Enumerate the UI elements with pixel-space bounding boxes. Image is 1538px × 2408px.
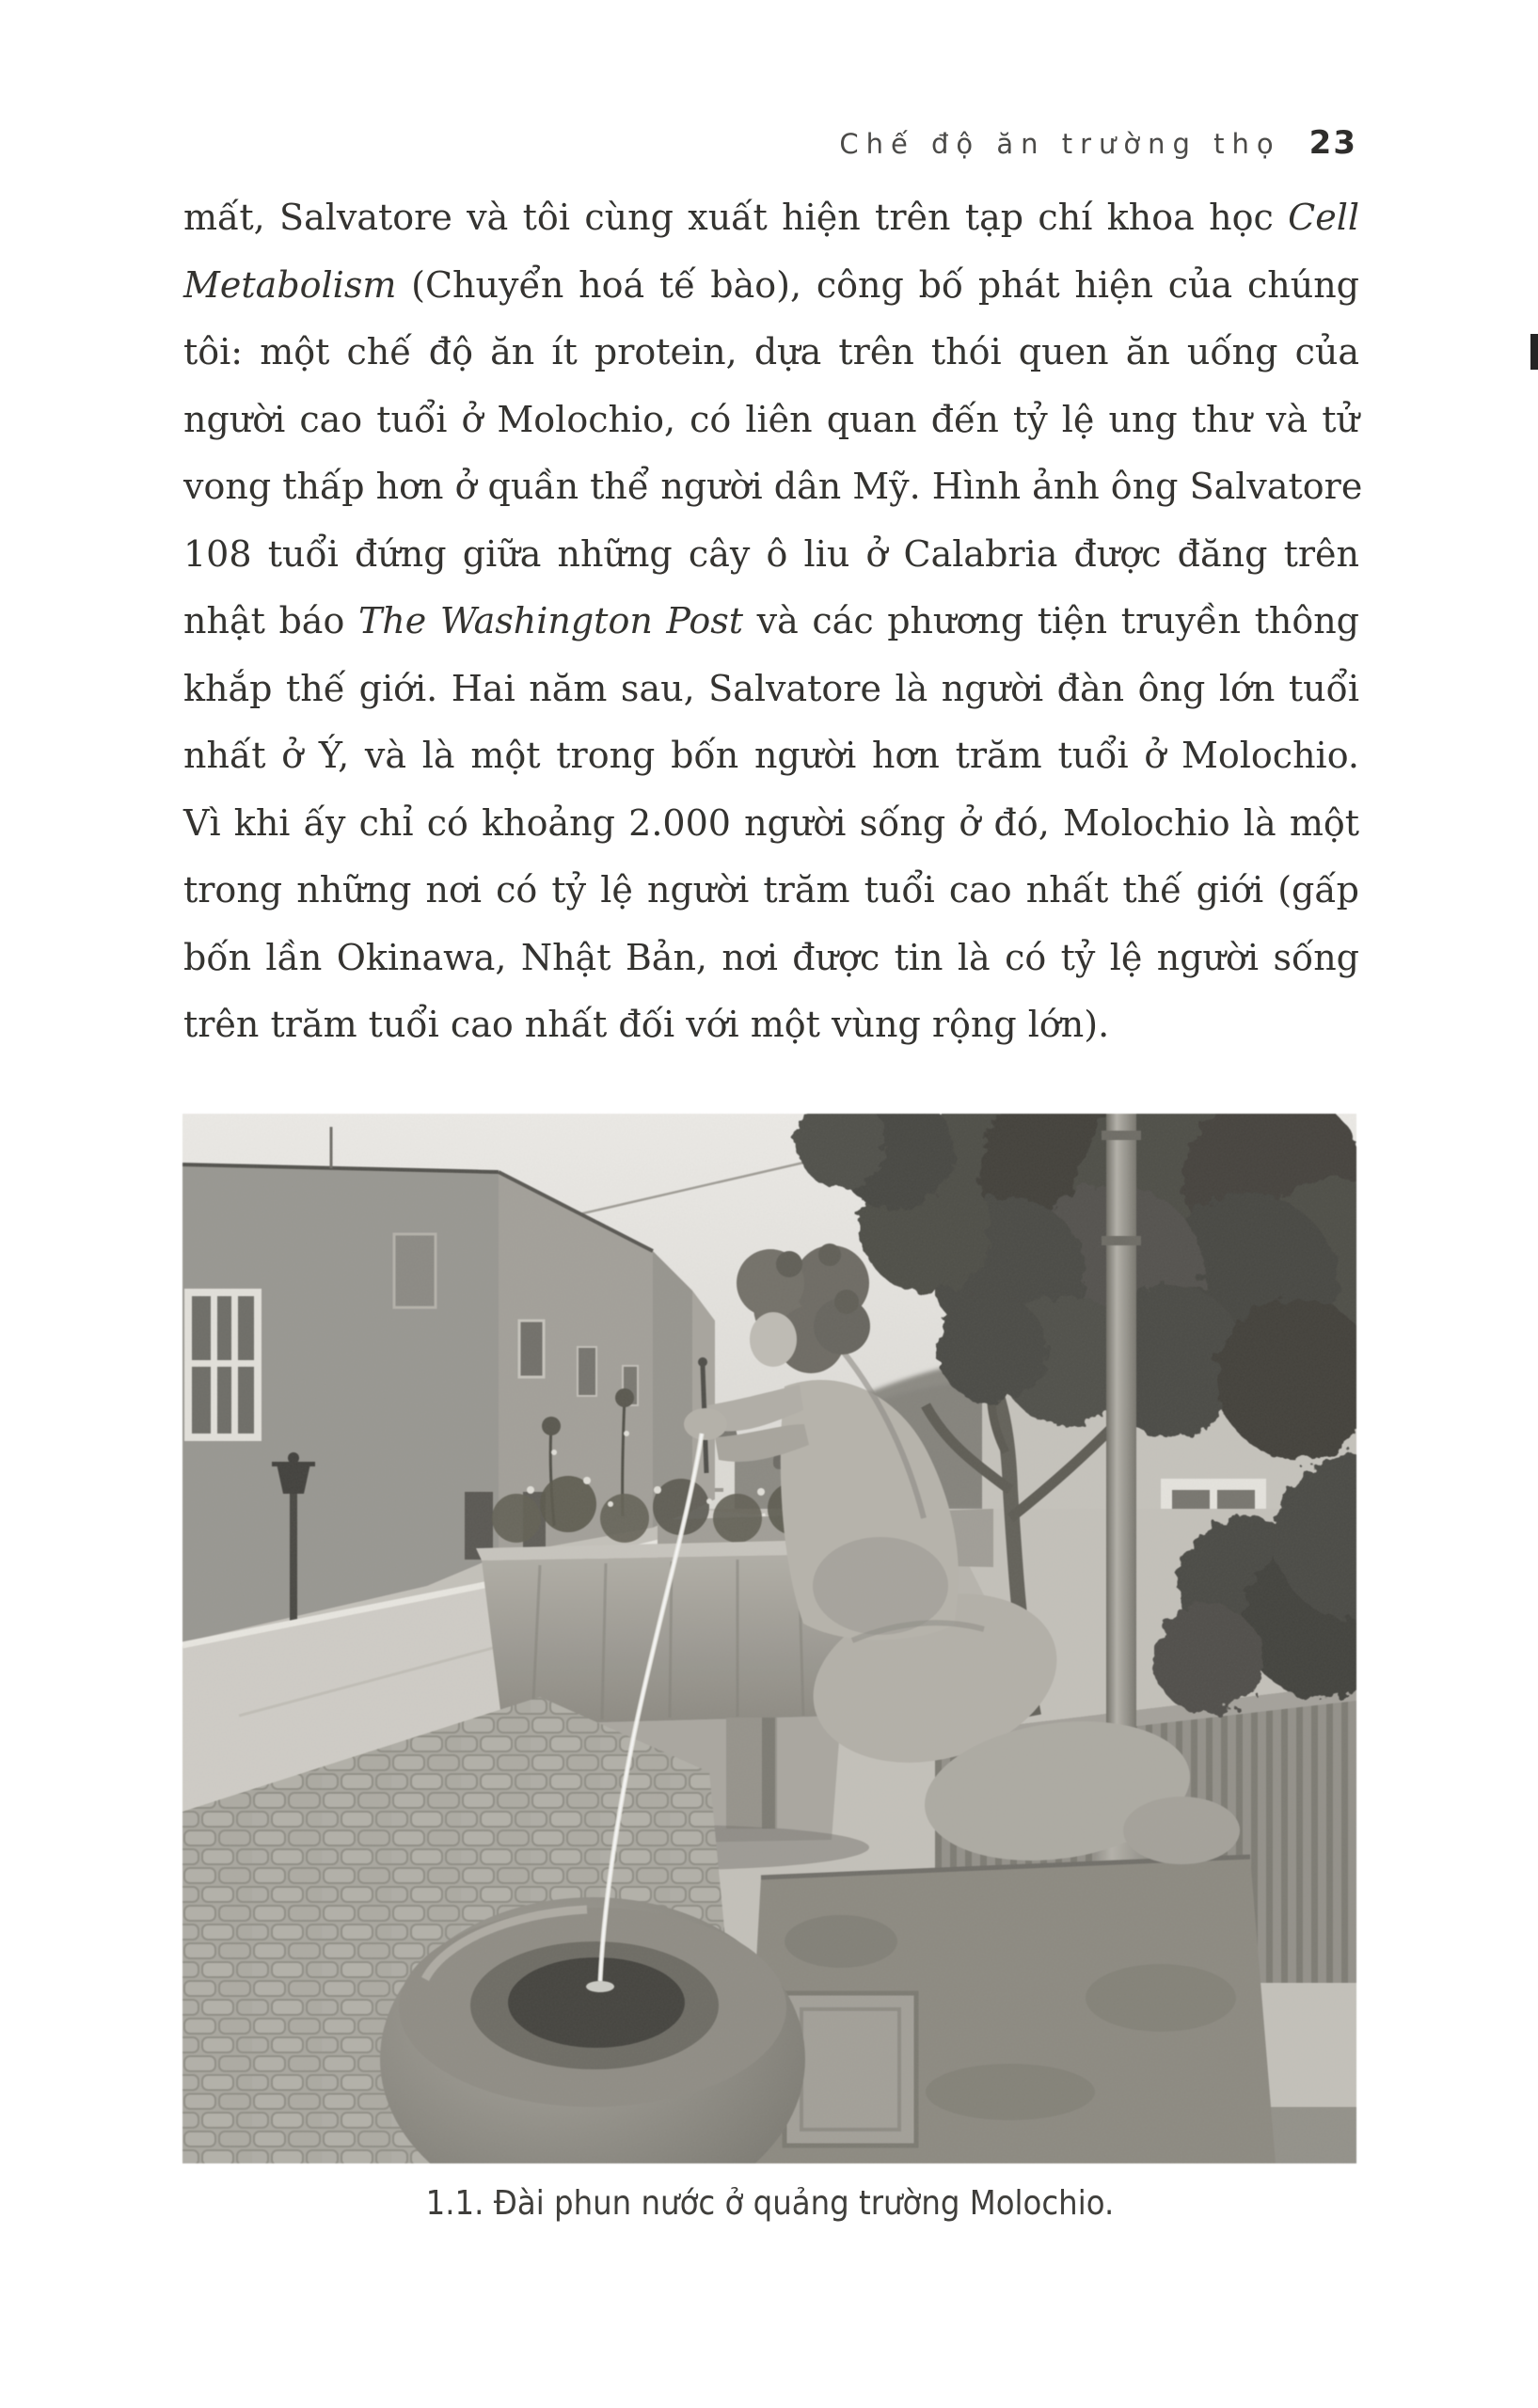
text-line: Vì khi ấy chỉ có khoảng 2.000 người sống ở đó, Molochio là một xyxy=(183,801,1359,844)
text-line: nhật báo The Washington Post và các phương tiện truyền thông xyxy=(183,600,1359,642)
text-line: mất, Salvatore và tôi cùng xuất hiện trên tạp chí khoa học Cell xyxy=(183,197,1359,238)
figure-photo xyxy=(182,1114,1356,2163)
text-line: bốn lần Okinawa, Nhật Bản, nơi được tin là có tỷ lệ người sống xyxy=(183,936,1359,978)
text-line: 108 tuổi đứng giữa những cây ô liu ở Calabria được đăng trên xyxy=(183,532,1359,575)
body-text xyxy=(183,184,1363,1059)
text-line: vong thấp hơn ở quần thể người dân Mỹ. Hình ảnh ông Salvatore xyxy=(183,466,1363,507)
page-number: 23 xyxy=(1308,124,1357,162)
chapter-title: Chế độ ăn trường thọ xyxy=(839,128,1281,160)
text-line: nhất ở Ý, và là một trong bốn người hơn trăm tuổi ở Molochio. xyxy=(183,735,1359,776)
figure-caption: 1.1. Đài phun nước ở quảng trường Molochio. xyxy=(425,2184,1114,2223)
text-line: tôi: một chế độ ăn ít protein, dựa trên thói quen ăn uống của xyxy=(183,331,1359,372)
text-line: khắp thế giới. Hai năm sau, Salvatore là người đàn ông lớn tuổi xyxy=(183,667,1359,709)
photo-grain xyxy=(182,1114,1356,2163)
text-line: Metabolism (Chuyển hoá tế bào), công bố phát hiện của chúng xyxy=(183,263,1359,306)
fountain-photo-illustration xyxy=(182,1114,1356,2163)
running-header xyxy=(839,124,1357,162)
text-line: trong những nơi có tỷ lệ người trăm tuổi cao nhất thế giới (gấp xyxy=(183,869,1359,911)
text-line: trên trăm tuổi cao nhất đối với một vùng rộng lớn). xyxy=(183,1004,1110,1045)
text-line: người cao tuổi ở Molochio, có liên quan đến tỷ lệ ung thư và tử xyxy=(183,398,1359,440)
page-edge-mark xyxy=(1530,334,1538,370)
